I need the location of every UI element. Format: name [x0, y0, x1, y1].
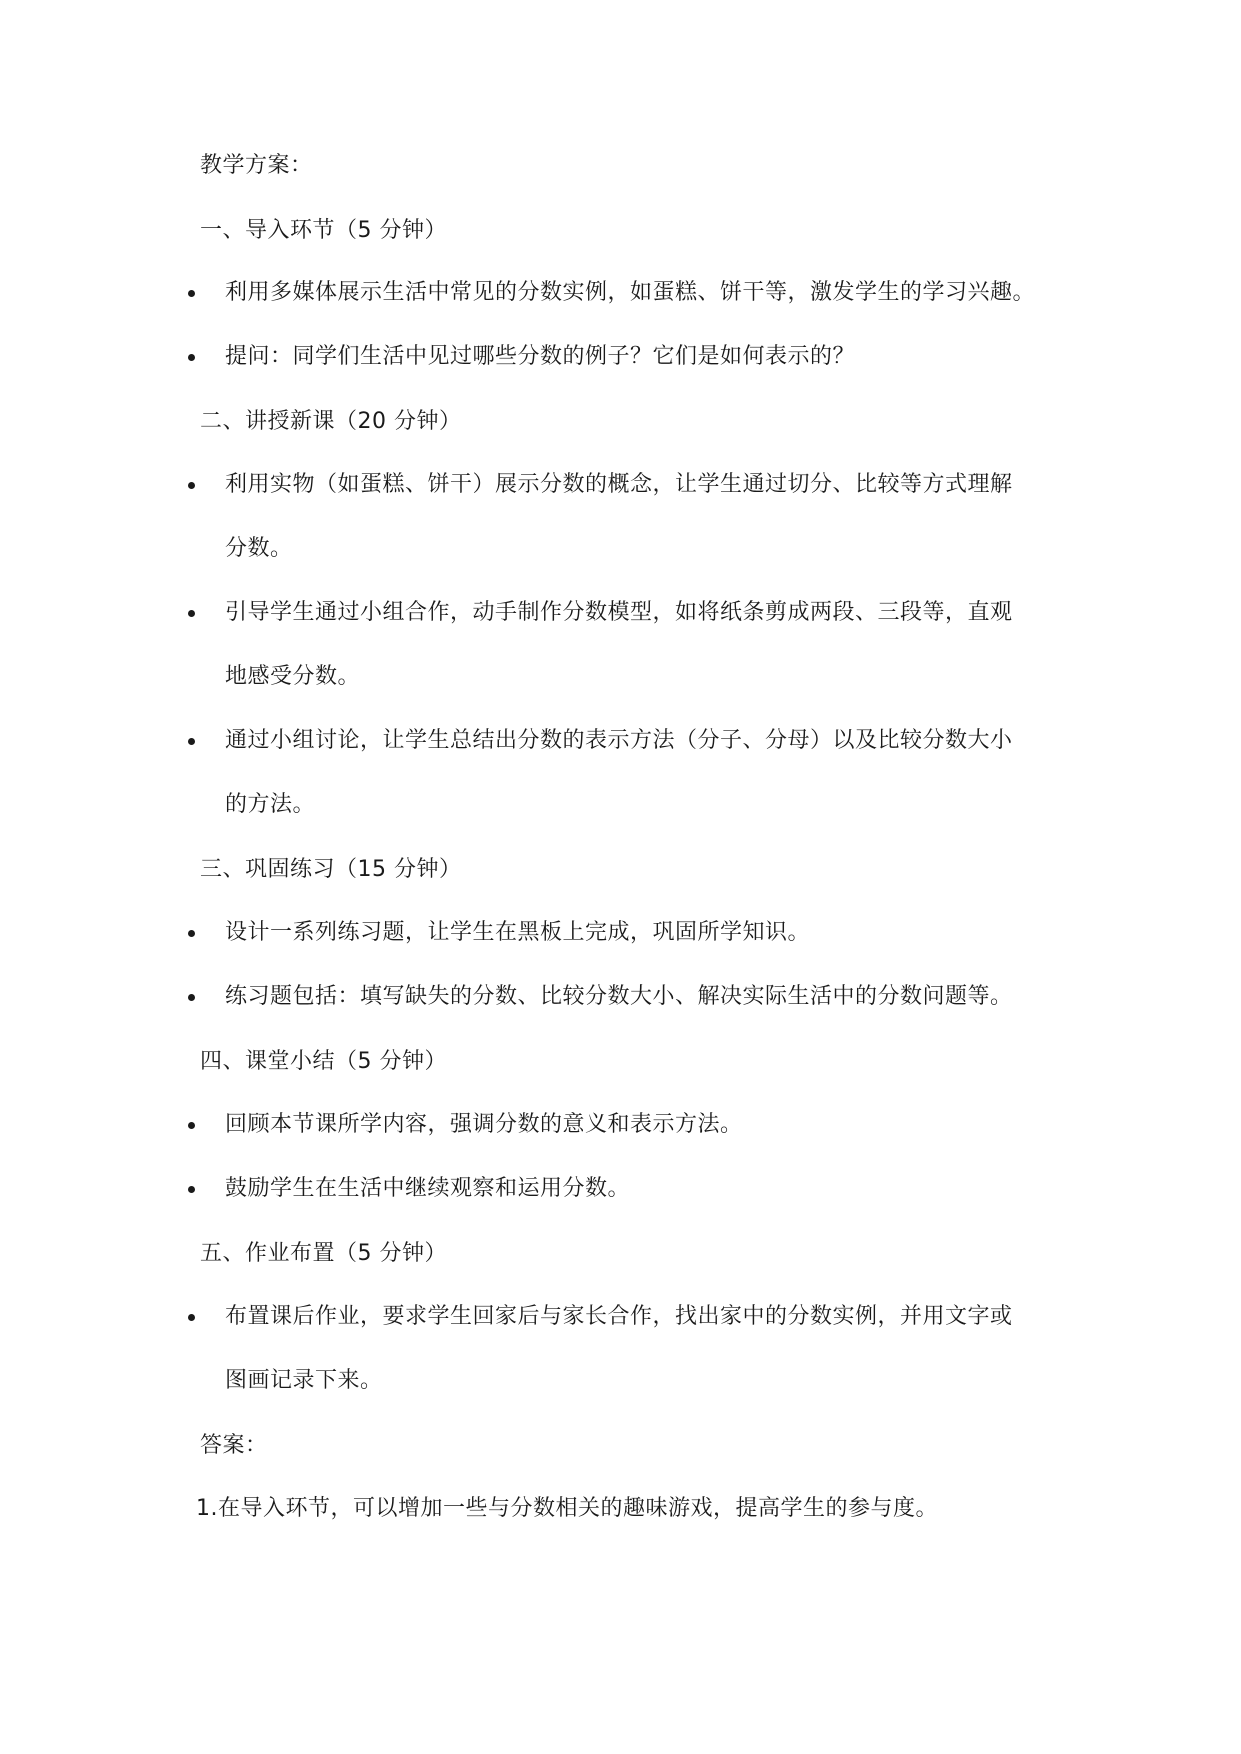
answer-item: 1.在导入环节，可以增加一些与分数相关的趣味游戏，提高学生的参与度。 [196, 1496, 938, 1521]
list-item: 利用多媒体展示生活中常见的分数实例，如蛋糕、饼干等，激发学生的学习兴趣。 [225, 280, 1036, 305]
bullet-icon [188, 482, 195, 489]
section-heading-2: 二、讲授新课（20 分钟） [200, 409, 462, 434]
bullet-icon [188, 1122, 195, 1129]
list-item: 提问：同学们生活中见过哪些分数的例子？它们是如何表示的？ [225, 344, 856, 369]
bullet-icon [188, 1186, 195, 1193]
section-heading-4: 四、课堂小结（5 分钟） [200, 1049, 447, 1074]
section-heading-5: 五、作业布置（5 分钟） [200, 1241, 447, 1266]
list-item: 布置课后作业，要求学生回家后与家长合作，找出家中的分数实例，并用文字或 [225, 1304, 1013, 1329]
list-item-continuation: 地感受分数。 [225, 664, 361, 689]
answer-title: 答案： [200, 1433, 268, 1458]
bullet-icon [188, 354, 195, 361]
section-heading-1: 一、导入环节（5 分钟） [200, 218, 447, 243]
bullet-icon [188, 290, 195, 297]
section-heading-3: 三、巩固练习（15 分钟） [200, 857, 462, 882]
bullet-icon [188, 738, 195, 745]
list-item: 利用实物（如蛋糕、饼干）展示分数的概念，让学生通过切分、比较等方式理解 [225, 472, 1013, 497]
list-item: 鼓励学生在生活中继续观察和运用分数。 [225, 1176, 631, 1201]
list-item-continuation: 图画记录下来。 [225, 1368, 383, 1393]
list-item: 设计一系列练习题，让学生在黑板上完成，巩固所学知识。 [225, 920, 811, 945]
document-title: 教学方案： [200, 153, 313, 178]
list-item-continuation: 分数。 [225, 536, 293, 561]
list-item: 回顾本节课所学内容，强调分数的意义和表示方法。 [225, 1112, 743, 1137]
bullet-icon [188, 930, 195, 937]
bullet-icon [188, 994, 195, 1001]
bullet-icon [188, 1314, 195, 1321]
list-item-continuation: 的方法。 [225, 792, 316, 817]
list-item: 引导学生通过小组合作，动手制作分数模型，如将纸条剪成两段、三段等，直观 [225, 600, 1013, 625]
list-item: 通过小组讨论，让学生总结出分数的表示方法（分子、分母）以及比较分数大小 [225, 728, 1013, 753]
bullet-icon [188, 610, 195, 617]
list-item: 练习题包括：填写缺失的分数、比较分数大小、解决实际生活中的分数问题等。 [225, 984, 1013, 1009]
